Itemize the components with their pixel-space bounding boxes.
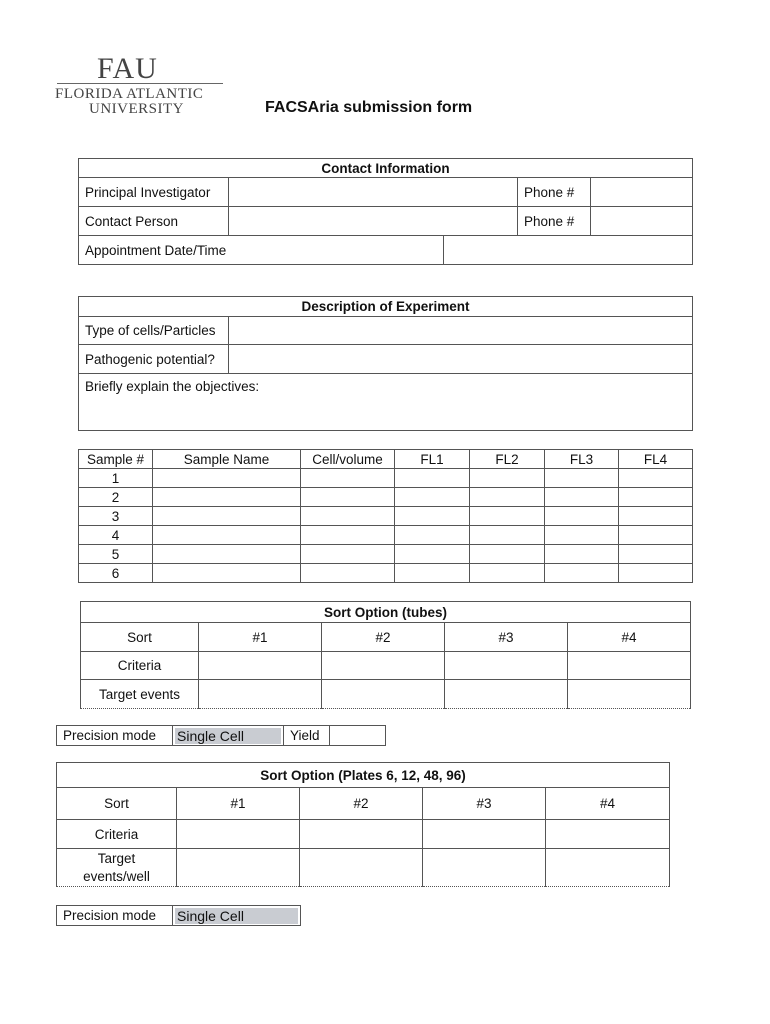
sample-cell[interactable] xyxy=(153,488,301,507)
yield-label: Yield xyxy=(284,726,330,746)
sample-cell[interactable] xyxy=(395,469,470,488)
sample-cell[interactable] xyxy=(545,564,619,583)
objectives-field[interactable] xyxy=(79,374,693,431)
fl2-header: FL2 xyxy=(470,450,545,469)
sample-cell[interactable] xyxy=(470,488,545,507)
sample-cell[interactable] xyxy=(153,564,301,583)
sample-number: 4 xyxy=(79,526,153,545)
fl4-header: FL4 xyxy=(619,450,693,469)
sort-col-2: #2 xyxy=(322,623,445,652)
principal-investigator-input[interactable] xyxy=(229,178,518,207)
plates-target-input[interactable] xyxy=(177,849,300,887)
cell-volume-header: Cell/volume xyxy=(301,450,395,469)
logo-line-1: FLORIDA ATLANTIC xyxy=(55,86,204,102)
sample-cell[interactable] xyxy=(470,564,545,583)
contact-header: Contact Information xyxy=(79,159,693,178)
precision-mode-label-2: Precision mode xyxy=(57,906,173,926)
sort-plates-header: Sort Option (Plates 6, 12, 48, 96) xyxy=(57,763,670,788)
sample-cell[interactable] xyxy=(470,469,545,488)
sample-cell[interactable] xyxy=(545,488,619,507)
criteria-input[interactable] xyxy=(445,652,568,680)
sample-cell[interactable] xyxy=(301,526,395,545)
logo-line-2: UNIVERSITY xyxy=(89,101,184,117)
appointment-label: Appointment Date/Time xyxy=(79,236,444,265)
plates-criteria-input[interactable] xyxy=(423,820,546,849)
pathogenic-label: Pathogenic potential? xyxy=(79,345,229,374)
plates-sort-label: Sort xyxy=(57,788,177,820)
plates-target-input[interactable] xyxy=(300,849,423,887)
target-events-input[interactable] xyxy=(322,680,445,709)
sample-cell[interactable] xyxy=(395,545,470,564)
target-events-input[interactable] xyxy=(568,680,691,709)
sample-cell[interactable] xyxy=(301,507,395,526)
sample-cell[interactable] xyxy=(153,469,301,488)
sort-col-3: #3 xyxy=(445,623,568,652)
sample-cell[interactable] xyxy=(619,545,693,564)
precision-mode-select[interactable]: Single Cell xyxy=(175,728,281,744)
contact-phone-label: Phone # xyxy=(518,207,591,236)
contact-person-input[interactable] xyxy=(229,207,518,236)
plates-col-2: #2 xyxy=(300,788,423,820)
sample-cell[interactable] xyxy=(545,526,619,545)
sample-cell[interactable] xyxy=(619,507,693,526)
sample-cell[interactable] xyxy=(153,526,301,545)
plates-col-4: #4 xyxy=(546,788,670,820)
plates-col-3: #3 xyxy=(423,788,546,820)
fau-logo xyxy=(55,52,225,118)
plates-criteria-input[interactable] xyxy=(300,820,423,849)
sort-label: Sort xyxy=(81,623,199,652)
sample-cell[interactable] xyxy=(395,488,470,507)
sample-cell[interactable] xyxy=(395,526,470,545)
experiment-table xyxy=(78,296,693,431)
target-events-label: Target events xyxy=(81,680,199,709)
precision-mode-table-2 xyxy=(56,905,301,926)
objectives-label: Briefly explain the objectives: xyxy=(85,379,260,394)
sample-row xyxy=(79,526,693,545)
sample-cell[interactable] xyxy=(545,507,619,526)
fl1-header: FL1 xyxy=(395,450,470,469)
sample-row xyxy=(79,545,693,564)
fl3-header: FL3 xyxy=(545,450,619,469)
sort-plates-table xyxy=(56,762,670,887)
yield-input[interactable] xyxy=(330,726,386,746)
plates-criteria-input[interactable] xyxy=(546,820,670,849)
plates-criteria-label: Criteria xyxy=(57,820,177,849)
sample-name-header: Sample Name xyxy=(153,450,301,469)
pi-phone-input[interactable] xyxy=(591,178,693,207)
cell-type-input[interactable] xyxy=(229,317,693,345)
sample-cell[interactable] xyxy=(470,526,545,545)
sample-row xyxy=(79,469,693,488)
pi-phone-label: Phone # xyxy=(518,178,591,207)
contact-phone-input[interactable] xyxy=(591,207,693,236)
sample-cell[interactable] xyxy=(545,469,619,488)
sample-cell[interactable] xyxy=(619,564,693,583)
sample-number: 1 xyxy=(79,469,153,488)
criteria-input[interactable] xyxy=(568,652,691,680)
sample-cell[interactable] xyxy=(395,564,470,583)
target-events-input[interactable] xyxy=(445,680,568,709)
precision-mode-select-2[interactable]: Single Cell xyxy=(175,908,298,924)
plates-target-input[interactable] xyxy=(546,849,670,887)
contact-person-label: Contact Person xyxy=(79,207,229,236)
sample-cell[interactable] xyxy=(301,488,395,507)
experiment-header: Description of Experiment xyxy=(79,297,693,317)
sort-tubes-table xyxy=(80,601,691,709)
sort-col-4: #4 xyxy=(568,623,691,652)
criteria-label: Criteria xyxy=(81,652,199,680)
sample-row xyxy=(79,488,693,507)
sample-cell[interactable] xyxy=(153,507,301,526)
sample-number-header: Sample # xyxy=(79,450,153,469)
plates-target-line-2: events/well xyxy=(83,868,150,884)
form-title: FACSAria submission form xyxy=(265,99,473,116)
sample-number: 3 xyxy=(79,507,153,526)
sample-cell[interactable] xyxy=(395,507,470,526)
appointment-input[interactable] xyxy=(444,236,693,265)
plates-criteria-input[interactable] xyxy=(177,820,300,849)
criteria-input[interactable] xyxy=(199,652,322,680)
sample-row xyxy=(79,564,693,583)
plates-target-input[interactable] xyxy=(423,849,546,887)
sample-cell[interactable] xyxy=(619,488,693,507)
logo-rule xyxy=(57,83,223,84)
contact-table xyxy=(78,158,693,265)
sample-cell[interactable] xyxy=(153,545,301,564)
sample-cell[interactable] xyxy=(619,469,693,488)
sample-number: 6 xyxy=(79,564,153,583)
precision-mode-table-1 xyxy=(56,725,386,746)
precision-mode-label: Precision mode xyxy=(57,726,173,746)
principal-investigator-label: Principal Investigator xyxy=(79,178,229,207)
sample-row xyxy=(79,507,693,526)
cell-type-label: Type of cells/Particles xyxy=(79,317,229,345)
sort-col-1: #1 xyxy=(199,623,322,652)
sample-number: 5 xyxy=(79,545,153,564)
sample-cell[interactable] xyxy=(301,564,395,583)
logo-mark: FAU xyxy=(97,52,158,85)
plates-col-1: #1 xyxy=(177,788,300,820)
sample-cell[interactable] xyxy=(301,469,395,488)
sample-cell[interactable] xyxy=(545,545,619,564)
sample-cell[interactable] xyxy=(301,545,395,564)
target-events-input[interactable] xyxy=(199,680,322,709)
plates-target-line-1: Target xyxy=(97,850,136,866)
criteria-input[interactable] xyxy=(322,652,445,680)
sort-tubes-header: Sort Option (tubes) xyxy=(81,602,691,623)
pathogenic-input[interactable] xyxy=(229,345,693,374)
sample-cell[interactable] xyxy=(470,545,545,564)
sample-cell[interactable] xyxy=(619,526,693,545)
sample-cell[interactable] xyxy=(470,507,545,526)
sample-number: 2 xyxy=(79,488,153,507)
plates-target-label xyxy=(57,849,177,887)
samples-table xyxy=(78,449,693,583)
